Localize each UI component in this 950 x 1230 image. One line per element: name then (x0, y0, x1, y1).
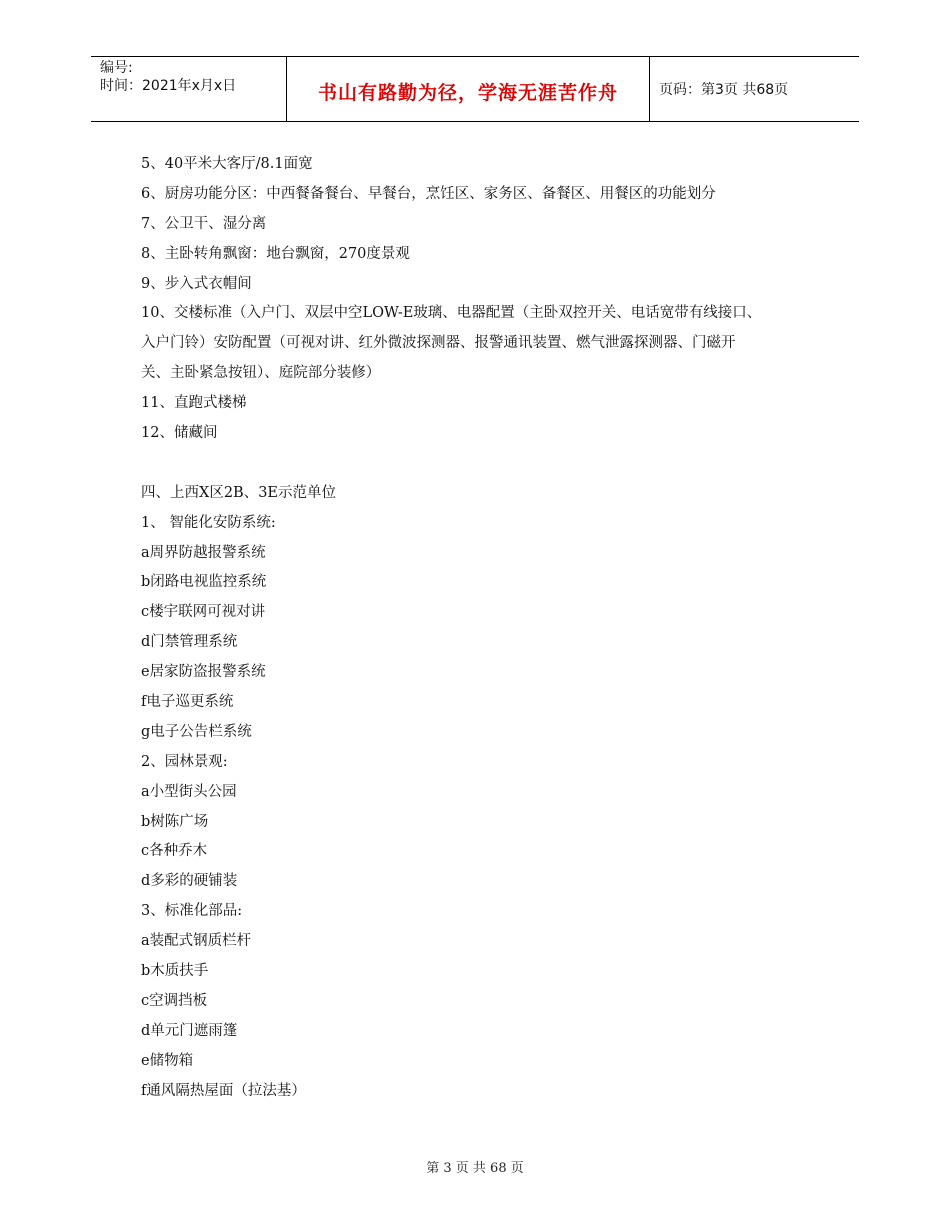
body-line: d单元门遮雨篷 (141, 1022, 238, 1039)
header-top-rule (91, 56, 859, 57)
body-line: d门禁管理系统 (141, 634, 238, 651)
body-line: f电子巡更系统 (141, 694, 234, 711)
document-number-label: 编号: (100, 60, 133, 76)
body-line: e居家防盗报警系统 (141, 664, 266, 681)
body-line: c楼宇联网可视对讲 (141, 604, 266, 621)
body-line: 3、标准化部品: (141, 903, 243, 920)
body-line: c空调挡板 (141, 992, 208, 1009)
body-line: f通风隔热屋面（拉法基） (141, 1082, 306, 1099)
body-line: 10、交楼标准（入户门、双层中空LOW-E玻璃、电器配置（主卧双控开关、电话宽带有线接口、 (141, 305, 762, 322)
body-line: b树陈广场 (141, 813, 209, 830)
body-line: c各种乔木 (141, 843, 208, 860)
page-footer: 第 3 页 共 68 页 (426, 1161, 524, 1176)
body-line: 6、厨房功能分区：中西餐备餐台、早餐台，烹饪区、家务区、备餐区、用餐区的功能划分 (141, 185, 716, 202)
header-motto: 书山有路勤为径，学海无涯苦作舟 (317, 82, 618, 104)
header-page-number: 页码：第3页 共68页 (659, 82, 789, 98)
body-line: 7、公卫干、湿分离 (141, 215, 267, 232)
body-line: d多彩的硬铺装 (141, 873, 238, 890)
body-line: g电子公告栏系统 (141, 723, 252, 740)
body-line: 关、主卧紧急按钮）、庭院部分装修） (141, 365, 381, 382)
body-line: 2、园林景观: (141, 753, 228, 770)
body-line: 入户门铃）安防配置（可视对讲、红外微波探测器、报警通讯装置、燃气泄露探测器、门磁开 (141, 335, 736, 352)
body-line: 11、直跑式楼梯 (141, 395, 247, 412)
body-line: a装配式钢质栏杆 (141, 933, 252, 950)
body-line: a小型街头公园 (141, 783, 237, 800)
header-bottom-rule (91, 121, 859, 122)
body-line: 1、 智能化安防系统: (141, 514, 276, 531)
header-meta (100, 59, 236, 95)
body-line: 12、储藏间 (141, 425, 218, 442)
body-line: 8、主卧转角飘窗：地台飘窗，270度景观 (141, 245, 410, 262)
body-line: 四、上西X区2B、3E示范单位 (141, 484, 337, 501)
body-line: 5、40平米大客厅/8.1面宽 (141, 156, 313, 172)
body-line: a周界防越报警系统 (141, 544, 266, 561)
body-line: b木质扶手 (141, 963, 209, 980)
header-divider-right (649, 56, 650, 122)
body-line: 9、步入式衣帽间 (141, 275, 252, 292)
document-body (141, 150, 841, 1107)
paragraph-gap (141, 449, 841, 479)
document-time-label: 时间：2021年x月x日 (100, 78, 237, 94)
body-line: b闭路电视监控系统 (141, 574, 267, 591)
body-line: e储物箱 (141, 1052, 194, 1069)
